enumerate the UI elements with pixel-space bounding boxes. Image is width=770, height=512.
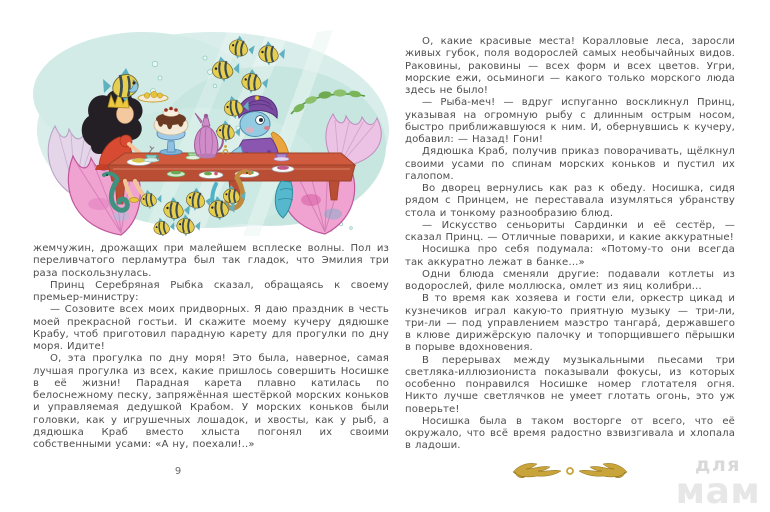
page-number: 9 [174,466,182,477]
paragraph: — Рыба-меч! — вдруг испуганно воскликнул Принц, указывая на огромную рыбу с длинным острым носом, быстро приближавшуюся к ним. И, обернувшись к кучеру, добавил: — Назад! Гони! [405,97,735,145]
paragraph: Принц Серебряная Рыбка сказал, обращаясь к своему премьер-министру: [33,279,389,303]
book-illustration [33,28,390,236]
paragraph: Носишка была в таком восторге от всего, что её окружало, что всё время радостно взвизгивала и хлопала в ладоши. [405,415,735,452]
paragraph: Во дворец вернулись как раз к обеду. Носишка, сидя рядом с Принцем, не переставала изумляться убранству стола и тонкому разнообразию блюд. [405,183,735,219]
watermark-line-1: для [695,454,741,477]
paragraph: О, эта прогулка по дну моря! Это была, наверное, самая лучшая прогулка из всех, какие пришлось совершить Носишке в её жизни! Парадная карета плавно катилась по белоснежному песку, запряжённая шестёркой морских коньков и управляемая дедушкой Крабом. У морских коньков были головки, как у игрушечных лошадок, и хвосты, как у рыб, а дядюшка Краб вместо хлыста погонял их своими собственными усами: «А ну, поехали!..» [33,353,389,450]
paragraph: Дядюшка Краб, получив приказ поворачивать, щёлкнул своими усами по спинам морских коньков и пустил их галопом. [405,146,735,182]
right-page-text [405,36,735,483]
site-watermark [672,454,764,512]
right-page [395,0,770,512]
paragraph: В перерывах между музыкальными пьесами три светляка-иллюзиониста показывали фокусы, из которых особенно понравился Носишке номер глотателя огня. Никто лучше светлячков не умеет глотать огонь, это уж поверьте! [405,354,735,415]
paragraph: жемчужин, дрожащих при малейшем всплеске волны. Пол из переливчатого перламутра был так гладок, что Эмилия три раза поскользнулась. [33,243,389,279]
paragraph: В то время как хозяева и гости ели, оркестр цикад и кузнечиков играл какую-то приятную музыку — три-ли, три-ли — под управлением маэстро тангара́, державшего в клюве дирижёрскую палочку и топорщившего пёрышки в порыве вдохновения. [405,293,735,354]
paragraph: Носишка про себя подумала: «Потому-то они всегда так аккуратно лежат в банке…» [405,244,735,268]
paragraph: — Искусство сеньориты Сардинки и её сестёр, — сказал Принц. — Отличные поварихи, и какие аккуратные! [405,219,735,243]
left-page-text [33,243,389,451]
right-page-paragraphs [405,36,735,453]
paragraph: Одни блюда сменяли другие: подавали котлеты из водорослей, филе моллюска, омлет из яиц колибри… [405,268,735,292]
paragraph: О, какие красивые места! Коралловые леса, заросли живых губок, поля водорослей самых необычайных видов. Раковины, раковины — всех форм и всех цветов. Угри, морские ежи, осьминоги — какого только морского люда здесь не было! [405,36,735,96]
watermark-line-2: мам [675,470,761,512]
gold-flourish-icon [511,459,629,483]
paragraph: — Созовите всех моих придворных. Я даю праздник в честь моей прекрасной гостьи. И скажите моему кучеру дядюшке Крабу, чтоб приготовил парадную карету для прогулки по дну моря. Идите! [33,304,389,352]
